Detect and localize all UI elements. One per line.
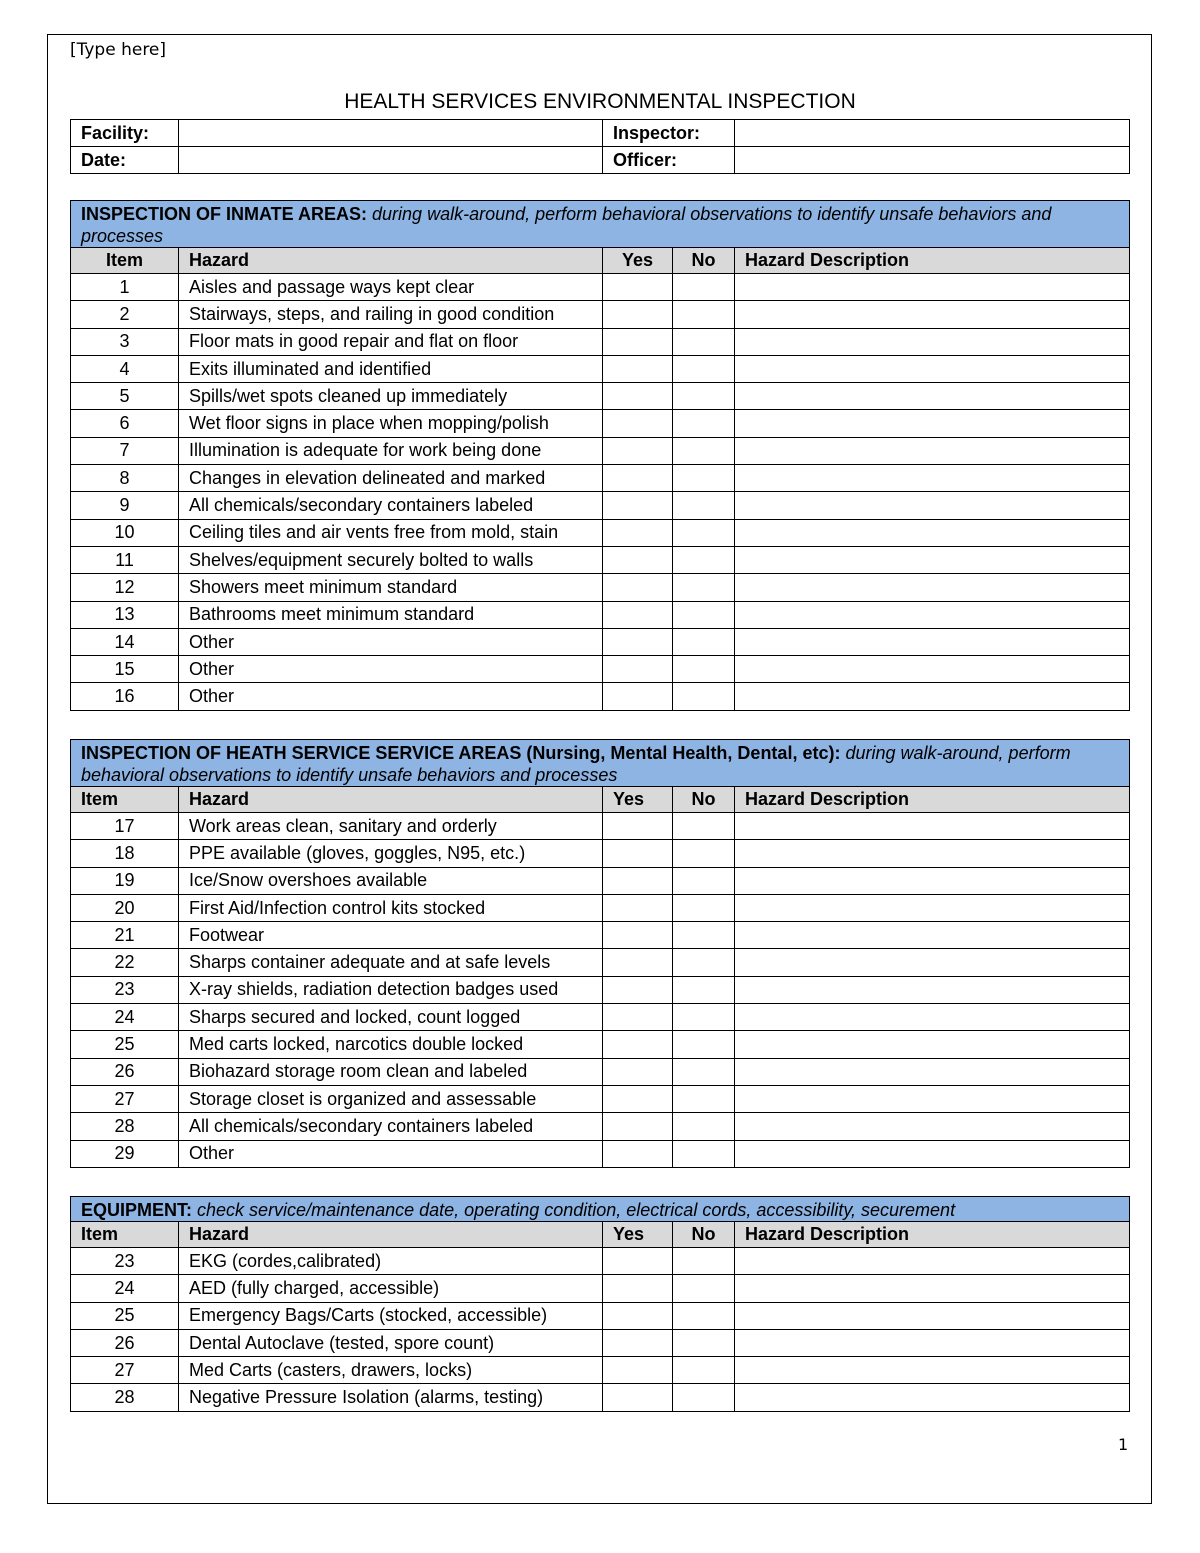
hazard-text: First Aid/Infection control kits stocked bbox=[179, 894, 603, 921]
table-row bbox=[71, 1140, 1130, 1167]
yes-cell[interactable] bbox=[603, 1248, 673, 1275]
hazard-description-cell[interactable] bbox=[735, 1085, 1130, 1112]
section-subtitle: during walk-around, perform behavioral observations to identify unsafe behaviors and processes bbox=[81, 204, 1052, 246]
hazard-text: Other bbox=[179, 656, 603, 683]
hazard-text: Showers meet minimum standard bbox=[179, 574, 603, 601]
table-row bbox=[71, 813, 1130, 840]
table-row bbox=[71, 410, 1130, 437]
yes-cell[interactable] bbox=[603, 1302, 673, 1329]
no-cell[interactable] bbox=[673, 574, 735, 601]
hazard-description-cell[interactable] bbox=[735, 1357, 1130, 1384]
section-subtitle: during walk-around, perform behavioral observations to identify unsafe behaviors and processes bbox=[81, 743, 1071, 785]
table-row bbox=[71, 383, 1130, 410]
item-number: 18 bbox=[71, 840, 179, 867]
table-row bbox=[71, 1384, 1130, 1411]
table-row bbox=[71, 1058, 1130, 1085]
item-number: 23 bbox=[71, 1248, 179, 1275]
table-row bbox=[71, 628, 1130, 655]
table-row bbox=[71, 922, 1130, 949]
yes-cell[interactable] bbox=[603, 601, 673, 628]
yes-cell[interactable] bbox=[603, 894, 673, 921]
hazard-description-cell[interactable] bbox=[735, 328, 1130, 355]
officer-label: Officer: bbox=[603, 147, 735, 174]
item-number: 29 bbox=[71, 1140, 179, 1167]
section-header bbox=[71, 201, 1130, 248]
table-row bbox=[71, 840, 1130, 867]
hazard-text: Negative Pressure Isolation (alarms, testing) bbox=[179, 1384, 603, 1411]
column-header-no: No bbox=[673, 248, 735, 274]
item-number: 24 bbox=[71, 1275, 179, 1302]
no-cell[interactable] bbox=[673, 1085, 735, 1112]
hazard-text: Med carts locked, narcotics double locked bbox=[179, 1031, 603, 1058]
hazard-text: Floor mats in good repair and flat on floor bbox=[179, 328, 603, 355]
item-number: 13 bbox=[71, 601, 179, 628]
table-row bbox=[71, 976, 1130, 1003]
health-service-areas-table bbox=[70, 739, 1130, 1168]
no-cell[interactable] bbox=[673, 328, 735, 355]
hazard-text: Wet floor signs in place when mopping/polish bbox=[179, 410, 603, 437]
column-header-no: No bbox=[673, 787, 735, 813]
item-number: 20 bbox=[71, 894, 179, 921]
table-row bbox=[71, 683, 1130, 710]
hazard-description-cell[interactable] bbox=[735, 840, 1130, 867]
date-field[interactable] bbox=[179, 147, 603, 174]
item-number: 15 bbox=[71, 656, 179, 683]
no-cell[interactable] bbox=[673, 867, 735, 894]
column-header-yes: Yes bbox=[603, 787, 673, 813]
item-number: 28 bbox=[71, 1113, 179, 1140]
hazard-description-cell[interactable] bbox=[735, 546, 1130, 573]
yes-cell[interactable] bbox=[603, 922, 673, 949]
item-number: 28 bbox=[71, 1384, 179, 1411]
table-row bbox=[71, 546, 1130, 573]
item-number: 12 bbox=[71, 574, 179, 601]
hazard-description-cell[interactable] bbox=[735, 355, 1130, 382]
info-row-facility bbox=[71, 120, 1130, 147]
yes-cell[interactable] bbox=[603, 628, 673, 655]
column-header-item: Item bbox=[71, 1222, 179, 1248]
table-row bbox=[71, 867, 1130, 894]
inspector-label: Inspector: bbox=[603, 120, 735, 147]
hazard-text: Shelves/equipment securely bolted to walls bbox=[179, 546, 603, 573]
hazard-text: Emergency Bags/Carts (stocked, accessible) bbox=[179, 1302, 603, 1329]
table-row bbox=[71, 1302, 1130, 1329]
no-cell[interactable] bbox=[673, 656, 735, 683]
no-cell[interactable] bbox=[673, 274, 735, 301]
table-row bbox=[71, 328, 1130, 355]
hazard-text: Footwear bbox=[179, 922, 603, 949]
no-cell[interactable] bbox=[673, 1275, 735, 1302]
item-number: 26 bbox=[71, 1329, 179, 1356]
hazard-description-cell[interactable] bbox=[735, 1302, 1130, 1329]
yes-cell[interactable] bbox=[603, 683, 673, 710]
no-cell[interactable] bbox=[673, 628, 735, 655]
yes-cell[interactable] bbox=[603, 546, 673, 573]
no-cell[interactable] bbox=[673, 1004, 735, 1031]
hazard-description-cell[interactable] bbox=[735, 1113, 1130, 1140]
no-cell[interactable] bbox=[673, 601, 735, 628]
hazard-text: Other bbox=[179, 1140, 603, 1167]
info-table bbox=[70, 119, 1130, 174]
hazard-text: Changes in elevation delineated and marked bbox=[179, 465, 603, 492]
hazard-description-cell[interactable] bbox=[735, 437, 1130, 464]
section-header-row bbox=[71, 1197, 1130, 1222]
column-header-hazard: Hazard bbox=[179, 248, 603, 274]
hazard-text: All chemicals/secondary containers labeled bbox=[179, 492, 603, 519]
hazard-text: Bathrooms meet minimum standard bbox=[179, 601, 603, 628]
column-header-item: Item bbox=[71, 248, 179, 274]
table-row bbox=[71, 1031, 1130, 1058]
hazard-description-cell[interactable] bbox=[735, 1329, 1130, 1356]
hazard-description-cell[interactable] bbox=[735, 1275, 1130, 1302]
no-cell[interactable] bbox=[673, 894, 735, 921]
yes-cell[interactable] bbox=[603, 813, 673, 840]
hazard-description-cell[interactable] bbox=[735, 867, 1130, 894]
yes-cell[interactable] bbox=[603, 1031, 673, 1058]
hazard-description-cell[interactable] bbox=[735, 274, 1130, 301]
item-number: 16 bbox=[71, 683, 179, 710]
column-header-hazard-description: Hazard Description bbox=[735, 248, 1130, 274]
yes-cell[interactable] bbox=[603, 437, 673, 464]
hazard-description-cell[interactable] bbox=[735, 949, 1130, 976]
hazard-description-cell[interactable] bbox=[735, 1248, 1130, 1275]
table-row bbox=[71, 656, 1130, 683]
table-row bbox=[71, 1085, 1130, 1112]
hazard-description-cell[interactable] bbox=[735, 465, 1130, 492]
item-number: 3 bbox=[71, 328, 179, 355]
table-row bbox=[71, 355, 1130, 382]
hazard-text: Sharps secured and locked, count logged bbox=[179, 1004, 603, 1031]
header-placeholder[interactable]: [Type here] bbox=[70, 40, 167, 60]
no-cell[interactable] bbox=[673, 410, 735, 437]
hazard-description-cell[interactable] bbox=[735, 1058, 1130, 1085]
item-number: 23 bbox=[71, 976, 179, 1003]
no-cell[interactable] bbox=[673, 1113, 735, 1140]
yes-cell[interactable] bbox=[603, 840, 673, 867]
item-number: 27 bbox=[71, 1085, 179, 1112]
yes-cell[interactable] bbox=[603, 355, 673, 382]
item-number: 27 bbox=[71, 1357, 179, 1384]
yes-cell[interactable] bbox=[603, 656, 673, 683]
yes-cell[interactable] bbox=[603, 867, 673, 894]
table-row bbox=[71, 519, 1130, 546]
no-cell[interactable] bbox=[673, 840, 735, 867]
item-number: 25 bbox=[71, 1302, 179, 1329]
item-number: 14 bbox=[71, 628, 179, 655]
yes-cell[interactable] bbox=[603, 465, 673, 492]
yes-cell[interactable] bbox=[603, 1275, 673, 1302]
item-number: 17 bbox=[71, 813, 179, 840]
yes-cell[interactable] bbox=[603, 274, 673, 301]
no-cell[interactable] bbox=[673, 949, 735, 976]
no-cell[interactable] bbox=[673, 976, 735, 1003]
hazard-description-cell[interactable] bbox=[735, 628, 1130, 655]
column-header-item: Item bbox=[71, 787, 179, 813]
equipment-table bbox=[70, 1196, 1130, 1412]
hazard-description-cell[interactable] bbox=[735, 922, 1130, 949]
no-cell[interactable] bbox=[673, 519, 735, 546]
hazard-text: EKG (cordes,calibrated) bbox=[179, 1248, 603, 1275]
no-cell[interactable] bbox=[673, 1140, 735, 1167]
hazard-text: Stairways, steps, and railing in good condition bbox=[179, 301, 603, 328]
table-row bbox=[71, 301, 1130, 328]
facility-label: Facility: bbox=[71, 120, 179, 147]
item-number: 4 bbox=[71, 355, 179, 382]
item-number: 25 bbox=[71, 1031, 179, 1058]
section-header-row bbox=[71, 201, 1130, 248]
column-header-hazard: Hazard bbox=[179, 1222, 603, 1248]
column-header-hazard-description: Hazard Description bbox=[735, 787, 1130, 813]
inspector-field[interactable] bbox=[735, 120, 1130, 147]
yes-cell[interactable] bbox=[603, 1357, 673, 1384]
hazard-text: Exits illuminated and identified bbox=[179, 355, 603, 382]
hazard-text: All chemicals/secondary containers labeled bbox=[179, 1113, 603, 1140]
item-number: 7 bbox=[71, 437, 179, 464]
hazard-text: PPE available (gloves, goggles, N95, etc.) bbox=[179, 840, 603, 867]
no-cell[interactable] bbox=[673, 465, 735, 492]
hazard-description-cell[interactable] bbox=[735, 813, 1130, 840]
yes-cell[interactable] bbox=[603, 1085, 673, 1112]
section-subtitle: check service/maintenance date, operating condition, electrical cords, accessibility, securement bbox=[197, 1200, 956, 1220]
column-header-no: No bbox=[673, 1222, 735, 1248]
table-row bbox=[71, 1248, 1130, 1275]
hazard-text: Med Carts (casters, drawers, locks) bbox=[179, 1357, 603, 1384]
table-row bbox=[71, 465, 1130, 492]
table-row bbox=[71, 601, 1130, 628]
column-header-hazard: Hazard bbox=[179, 787, 603, 813]
item-number: 6 bbox=[71, 410, 179, 437]
column-header-row bbox=[71, 787, 1130, 813]
hazard-text: Ceiling tiles and air vents free from mold, stain bbox=[179, 519, 603, 546]
table-row bbox=[71, 437, 1130, 464]
yes-cell[interactable] bbox=[603, 949, 673, 976]
item-number: 19 bbox=[71, 867, 179, 894]
hazard-description-cell[interactable] bbox=[735, 683, 1130, 710]
hazard-text: Dental Autoclave (tested, spore count) bbox=[179, 1329, 603, 1356]
hazard-text: Work areas clean, sanitary and orderly bbox=[179, 813, 603, 840]
facility-field[interactable] bbox=[179, 120, 603, 147]
table-row bbox=[71, 1357, 1130, 1384]
document-title: HEALTH SERVICES ENVIRONMENTAL INSPECTION bbox=[344, 90, 856, 113]
column-header-yes: Yes bbox=[603, 248, 673, 274]
item-number: 8 bbox=[71, 465, 179, 492]
table-row bbox=[71, 1329, 1130, 1356]
yes-cell[interactable] bbox=[603, 519, 673, 546]
page-number: 1 bbox=[1118, 1435, 1129, 1454]
yes-cell[interactable] bbox=[603, 1329, 673, 1356]
no-cell[interactable] bbox=[673, 492, 735, 519]
hazard-description-cell[interactable] bbox=[735, 574, 1130, 601]
hazard-text: Illumination is adequate for work being done bbox=[179, 437, 603, 464]
no-cell[interactable] bbox=[673, 383, 735, 410]
yes-cell[interactable] bbox=[603, 1058, 673, 1085]
yes-cell[interactable] bbox=[603, 1140, 673, 1167]
no-cell[interactable] bbox=[673, 301, 735, 328]
table-row bbox=[71, 1275, 1130, 1302]
no-cell[interactable] bbox=[673, 1357, 735, 1384]
hazard-text: X-ray shields, radiation detection badges used bbox=[179, 976, 603, 1003]
hazard-text: Ice/Snow overshoes available bbox=[179, 867, 603, 894]
table-row bbox=[71, 274, 1130, 301]
yes-cell[interactable] bbox=[603, 301, 673, 328]
table-row bbox=[71, 1004, 1130, 1031]
hazard-text: Other bbox=[179, 683, 603, 710]
hazard-text: Spills/wet spots cleaned up immediately bbox=[179, 383, 603, 410]
table-row bbox=[71, 949, 1130, 976]
yes-cell[interactable] bbox=[603, 328, 673, 355]
item-number: 21 bbox=[71, 922, 179, 949]
table-row bbox=[71, 574, 1130, 601]
no-cell[interactable] bbox=[673, 1302, 735, 1329]
yes-cell[interactable] bbox=[603, 976, 673, 1003]
no-cell[interactable] bbox=[673, 1058, 735, 1085]
info-row-date bbox=[71, 147, 1130, 174]
hazard-description-cell[interactable] bbox=[735, 976, 1130, 1003]
hazard-description-cell[interactable] bbox=[735, 1031, 1130, 1058]
item-number: 24 bbox=[71, 1004, 179, 1031]
item-number: 9 bbox=[71, 492, 179, 519]
hazard-description-cell[interactable] bbox=[735, 383, 1130, 410]
column-header-row bbox=[71, 248, 1130, 274]
no-cell[interactable] bbox=[673, 922, 735, 949]
item-number: 2 bbox=[71, 301, 179, 328]
item-number: 1 bbox=[71, 274, 179, 301]
yes-cell[interactable] bbox=[603, 1113, 673, 1140]
hazard-text: Sharps container adequate and at safe levels bbox=[179, 949, 603, 976]
section-title: INSPECTION OF INMATE AREAS: bbox=[81, 204, 368, 224]
yes-cell[interactable] bbox=[603, 574, 673, 601]
yes-cell[interactable] bbox=[603, 410, 673, 437]
item-number: 10 bbox=[71, 519, 179, 546]
no-cell[interactable] bbox=[673, 813, 735, 840]
no-cell[interactable] bbox=[673, 1384, 735, 1411]
section-header bbox=[71, 1197, 1130, 1222]
section-header-row bbox=[71, 740, 1130, 787]
no-cell[interactable] bbox=[673, 546, 735, 573]
hazard-description-cell[interactable] bbox=[735, 656, 1130, 683]
table-row bbox=[71, 1113, 1130, 1140]
yes-cell[interactable] bbox=[603, 1384, 673, 1411]
column-header-hazard-description: Hazard Description bbox=[735, 1222, 1130, 1248]
column-header-yes: Yes bbox=[603, 1222, 673, 1248]
item-number: 22 bbox=[71, 949, 179, 976]
hazard-text: Other bbox=[179, 628, 603, 655]
hazard-text: Biohazard storage room clean and labeled bbox=[179, 1058, 603, 1085]
section-header bbox=[71, 740, 1130, 787]
hazard-description-cell[interactable] bbox=[735, 1384, 1130, 1411]
column-header-row bbox=[71, 1222, 1130, 1248]
section-title: INSPECTION OF HEATH SERVICE SERVICE AREAS (Nursing, Mental Health, Dental, etc): bbox=[81, 743, 841, 763]
date-label: Date: bbox=[71, 147, 179, 174]
hazard-text: Aisles and passage ways kept clear bbox=[179, 274, 603, 301]
hazard-description-cell[interactable] bbox=[735, 1140, 1130, 1167]
hazard-description-cell[interactable] bbox=[735, 601, 1130, 628]
hazard-description-cell[interactable] bbox=[735, 894, 1130, 921]
table-row bbox=[71, 894, 1130, 921]
hazard-description-cell[interactable] bbox=[735, 492, 1130, 519]
inmate-areas-table bbox=[70, 200, 1130, 711]
yes-cell[interactable] bbox=[603, 1004, 673, 1031]
table-row bbox=[71, 492, 1130, 519]
yes-cell[interactable] bbox=[603, 383, 673, 410]
item-number: 26 bbox=[71, 1058, 179, 1085]
hazard-description-cell[interactable] bbox=[735, 1004, 1130, 1031]
no-cell[interactable] bbox=[673, 1031, 735, 1058]
hazard-text: Storage closet is organized and assessable bbox=[179, 1085, 603, 1112]
section-title: EQUIPMENT: bbox=[81, 1200, 193, 1220]
hazard-text: AED (fully charged, accessible) bbox=[179, 1275, 603, 1302]
no-cell[interactable] bbox=[673, 1329, 735, 1356]
yes-cell[interactable] bbox=[603, 492, 673, 519]
no-cell[interactable] bbox=[673, 437, 735, 464]
hazard-description-cell[interactable] bbox=[735, 301, 1130, 328]
officer-field[interactable] bbox=[735, 147, 1130, 174]
hazard-description-cell[interactable] bbox=[735, 519, 1130, 546]
hazard-description-cell[interactable] bbox=[735, 410, 1130, 437]
item-number: 5 bbox=[71, 383, 179, 410]
no-cell[interactable] bbox=[673, 355, 735, 382]
no-cell[interactable] bbox=[673, 683, 735, 710]
item-number: 11 bbox=[71, 546, 179, 573]
no-cell[interactable] bbox=[673, 1248, 735, 1275]
